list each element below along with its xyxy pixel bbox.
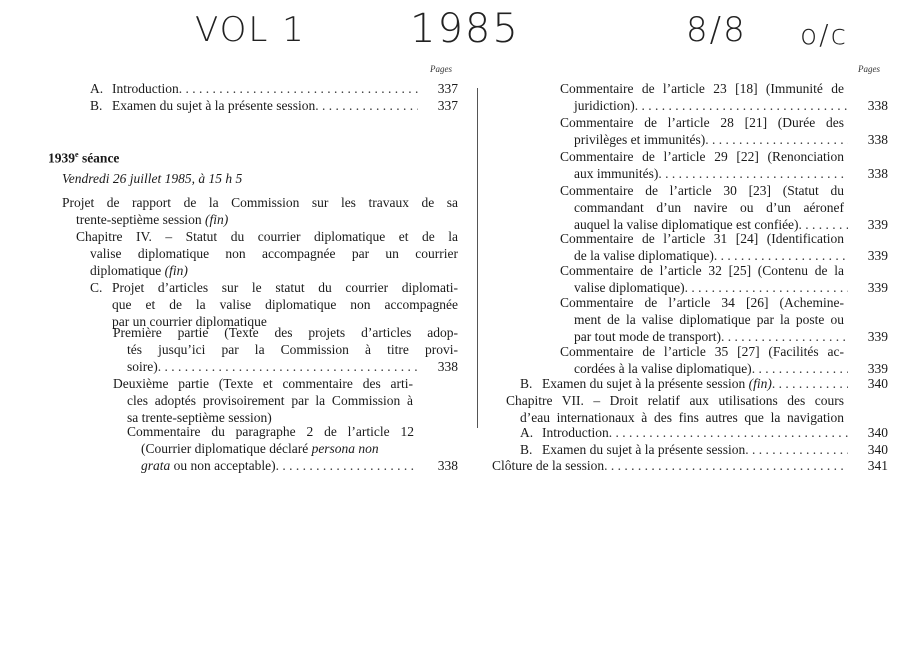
page-number: 340 bbox=[867, 442, 888, 457]
projet-fin: (fin) bbox=[204, 212, 229, 227]
c30-line-1: Commentaire de l’article 30 [23] (Statut du bbox=[560, 183, 844, 198]
toc-chapitre-7 bbox=[506, 392, 844, 426]
toc-cloture bbox=[492, 457, 888, 474]
dot-leader bbox=[705, 131, 848, 148]
toc-text: Introduction bbox=[112, 81, 179, 96]
p1-line-3: soire) bbox=[127, 359, 158, 374]
page-number: 341 bbox=[867, 458, 888, 473]
c30-line-2: commandant d’un navire ou d’un aéronef bbox=[574, 200, 844, 215]
chap4-fin: (fin) bbox=[164, 263, 188, 278]
b-text: Examen du sujet à la présente session bbox=[542, 376, 746, 391]
page-number: 339 bbox=[867, 361, 888, 376]
right-pages-label: Pages bbox=[858, 64, 880, 74]
toc-deuxieme-partie bbox=[113, 375, 458, 426]
p1-line-2: tés jusqu’ici par la Commission à titre provi- bbox=[127, 342, 458, 357]
toc-premiere-partie bbox=[113, 324, 458, 375]
c30-line-3: auquel la valise diplomatique est confiée) bbox=[574, 217, 799, 232]
cp-line-1: Commentaire du paragraphe 2 de l’article 12 bbox=[127, 424, 414, 439]
c29-line-1: Commentaire de l’article 29 [22] (Renonciation bbox=[560, 149, 844, 164]
toc-chapitre-4 bbox=[76, 228, 458, 279]
toc-examen-fin bbox=[520, 375, 888, 392]
toc-entry-introduction bbox=[90, 80, 458, 97]
page-number: 337 bbox=[437, 81, 458, 96]
p2-line-2: cles adoptés provisoirement par la Commission à bbox=[127, 393, 413, 408]
toc-marker: B. bbox=[520, 442, 533, 457]
dot-leader bbox=[635, 97, 848, 114]
c32-line-2: valise diplomatique) bbox=[574, 280, 685, 295]
projet-line-1: Projet de rapport de la Commission sur les travaux de sa bbox=[62, 195, 458, 210]
cp-line-3b: ou non acceptable) bbox=[173, 458, 276, 473]
toc-marker: B. bbox=[90, 98, 103, 113]
toc-commentaire-art23 bbox=[560, 80, 888, 114]
c-line-3: par un courrier diplomatique bbox=[112, 314, 267, 329]
toc-section-c bbox=[90, 279, 458, 330]
session-heading bbox=[48, 146, 119, 167]
chap7-line-2: d’eau internationaux à des fins autres que la navigation bbox=[520, 410, 844, 425]
left-pages-label: Pages bbox=[430, 64, 452, 74]
session-sup: e bbox=[75, 150, 79, 159]
chap4-line-1: Chapitre IV. – Statut du courrier diplomatique et de la bbox=[76, 229, 458, 244]
toc-commentaire-art28 bbox=[560, 114, 888, 148]
handwritten-ok: o/c bbox=[800, 18, 848, 51]
p1-line-1: Première partie (Texte des projets d’articles adop- bbox=[113, 325, 458, 340]
session-date: Vendredi 26 juillet 1985, à 15 h 5 bbox=[62, 171, 243, 186]
c35-line-2: cordées à la valise diplomatique) bbox=[574, 361, 752, 376]
c29-line-2: aux immunités) bbox=[574, 166, 659, 181]
dot-leader bbox=[609, 424, 848, 441]
page-number: 338 bbox=[867, 132, 888, 147]
page-number: 339 bbox=[867, 280, 888, 295]
page-number: 338 bbox=[867, 98, 888, 113]
b-fin: (fin) bbox=[748, 376, 772, 391]
c34-line-3: par tout mode de transport) bbox=[574, 329, 721, 344]
toc-text: Examen du sujet à la présente session bbox=[112, 98, 316, 113]
p2-line-1: Deuxième partie (Texte et commentaire des arti- bbox=[113, 376, 413, 391]
chap7-line-1: Chapitre VII. – Droit relatif aux utilisations des cours bbox=[506, 393, 844, 408]
page-number: 338 bbox=[437, 458, 458, 473]
dot-leader bbox=[179, 80, 418, 97]
session-number: 1939 bbox=[48, 150, 75, 166]
c-line-2: que et de la valise diplomatique non accompagnée bbox=[112, 297, 458, 312]
c32-line-1: Commentaire de l’article 32 [25] (Contenu de la bbox=[560, 263, 844, 278]
toc-marker: A. bbox=[520, 425, 534, 440]
a2-text: Introduction bbox=[542, 425, 609, 440]
toc-marker: A. bbox=[90, 81, 104, 96]
cp-line-3a: grata bbox=[141, 458, 171, 473]
page-number: 338 bbox=[437, 359, 458, 374]
page-number: 339 bbox=[867, 329, 888, 344]
c28-line-1: Commentaire de l’article 28 [21] (Durée des bbox=[560, 115, 844, 130]
session-word: séance bbox=[81, 150, 120, 166]
handwritten-volume: VOL 1 bbox=[195, 10, 306, 50]
toc-projet-rapport bbox=[62, 194, 458, 228]
projet-line-2: trente-septième session bbox=[76, 212, 202, 227]
handwritten-fraction: 8/8 bbox=[686, 10, 747, 50]
c23-line-2: juridiction) bbox=[574, 98, 635, 113]
cp-line-2b: persona non bbox=[311, 441, 379, 456]
cloture-text: Clôture de la session bbox=[492, 458, 605, 473]
toc-entry-examen bbox=[90, 97, 458, 114]
c31-line-1: Commentaire de l’article 31 [24] (Identification bbox=[560, 231, 844, 246]
dot-leader bbox=[772, 375, 848, 392]
dot-leader bbox=[276, 457, 418, 474]
c28-line-2: privilèges et immunités) bbox=[574, 132, 706, 147]
chap4-line-3: diplomatique bbox=[90, 263, 162, 278]
c-line-1: Projet d’articles sur le statut du courrier diplomati- bbox=[112, 280, 458, 295]
handwritten-year: 1985 bbox=[410, 6, 520, 52]
chap4-line-2: valise diplomatique non accompagnée par un courrier bbox=[90, 246, 458, 261]
page-number: 340 bbox=[867, 376, 888, 391]
page-number: 340 bbox=[867, 425, 888, 440]
page-number: 337 bbox=[437, 98, 458, 113]
toc-introduction-2 bbox=[520, 424, 888, 441]
toc-commentaire-art32 bbox=[560, 262, 888, 296]
c23-line-1: Commentaire de l’article 23 [18] (Immunité de bbox=[560, 81, 844, 96]
dot-leader bbox=[658, 165, 848, 182]
dot-leader bbox=[745, 441, 848, 458]
toc-marker: B. bbox=[520, 376, 533, 391]
toc-commentaire-art30 bbox=[560, 182, 888, 233]
dot-leader bbox=[158, 358, 418, 375]
dot-leader bbox=[315, 97, 418, 114]
c34-line-2: ment de la valise diplomatique par la poste ou bbox=[574, 312, 844, 327]
toc-examen-2 bbox=[520, 441, 888, 458]
toc-commentaire-art29 bbox=[560, 148, 888, 182]
b2-text: Examen du sujet à la présente session bbox=[542, 442, 746, 457]
page-number: 339 bbox=[867, 217, 888, 232]
toc-commentaire-art12 bbox=[127, 423, 458, 474]
toc-commentaire-art31 bbox=[560, 230, 888, 264]
toc-marker: C. bbox=[90, 280, 103, 295]
cp-line-2a: (Courrier diplomatique déclaré bbox=[141, 441, 309, 456]
column-divider bbox=[477, 88, 478, 428]
toc-commentaire-art34 bbox=[560, 294, 888, 345]
c34-line-1: Commentaire de l’article 34 [26] (Achemine- bbox=[560, 295, 844, 310]
page-number: 338 bbox=[867, 166, 888, 181]
toc-commentaire-art35 bbox=[560, 343, 888, 377]
c31-line-2: de la valise diplomatique) bbox=[574, 248, 714, 263]
c35-line-1: Commentaire de l’article 35 [27] (Facilités ac- bbox=[560, 344, 844, 359]
p2-line-3: sa trente-septième session) bbox=[127, 410, 272, 425]
page-number: 339 bbox=[867, 248, 888, 263]
dot-leader bbox=[604, 457, 848, 474]
